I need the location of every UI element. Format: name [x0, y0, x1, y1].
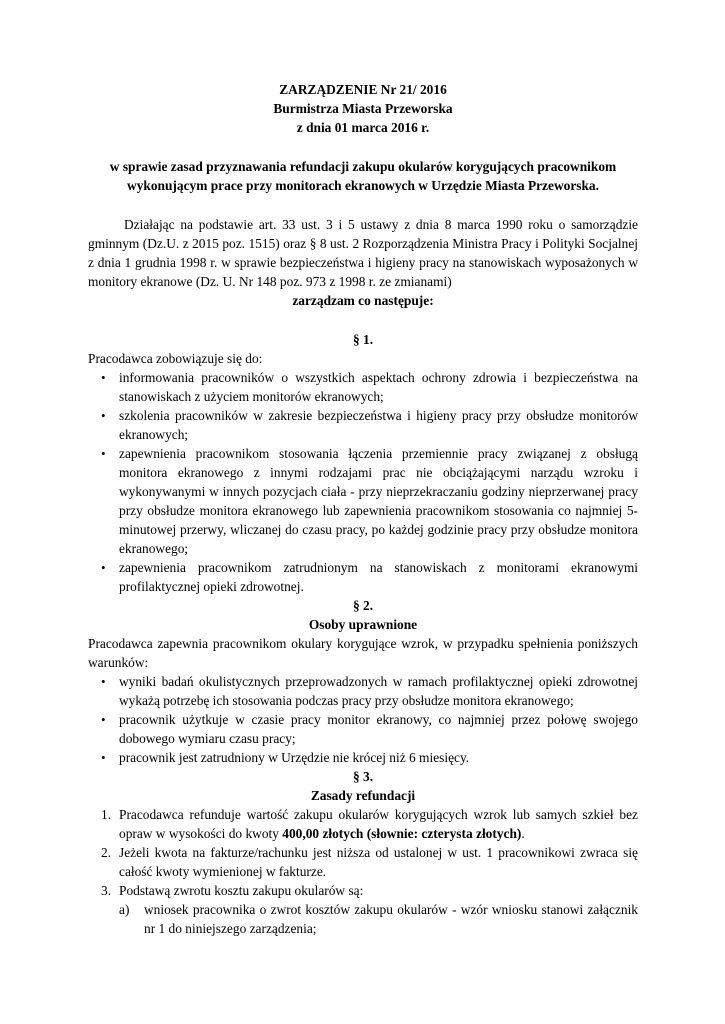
section-3-title: Zasady refundacji [310, 788, 416, 803]
bullet-icon: • [101, 370, 106, 385]
list-item: • informowania pracowników o wszystkich aspektach ochrony zdrowia i bezpieczeństwa na stanowiskach z użyciem monitorów ekranowych; [101, 370, 638, 404]
bullet-icon: • [101, 674, 106, 689]
section-3-list [88, 805, 638, 900]
decree-date: z dnia 01 marca 2016 r. [296, 120, 430, 135]
decree-header [88, 80, 638, 137]
section-2-lead: Pracodawca zapewnia pracownikom okulary korygujące wzrok, w przypadku spełnienia poniższych warunków: [88, 636, 638, 670]
bullet-icon: • [101, 560, 106, 575]
list-item: 2. Jeżeli kwota na fakturze/rachunku jest niższa od ustalonej w ust. 1 pracownikowi zwraca się całość kwoty wymienionej w fakturze. [101, 845, 638, 879]
list-item: • zapewnienia pracownikom stosowania łączenia przemiennie pracy związanej z obsługą monitora ekranowego z innymi rodzajami prac nie obciążającymi narządu wzroku i wykonywanymi w innych pozycjach ciała - przy nieprzekraczaniu godziny nieprzerwanej pracy przy obsłudze monitora ekranowego lub zapewnienia pracownikom stosowania co najmniej 5-minutowej przerwy, wliczanej do czasu pracy, po każdej godzinie pracy przy obsłudze monitora ekranowego; [101, 446, 638, 556]
list-item: • szkolenia pracowników w zakresie bezpieczeństwa i higieny pracy przy obsłudze monitorów ekranowych; [101, 408, 638, 442]
subject-line-2: wykonującym prace przy monitorach ekranowych w Urzędzie Miasta Przeworska. [127, 178, 599, 193]
bullet-icon: • [101, 712, 106, 727]
section-3-sublist [88, 900, 638, 938]
refund-amount: 400,00 złotych (słownie: czterysta złotych) [282, 826, 522, 841]
bullet-icon: • [101, 408, 106, 423]
section-1-list [88, 368, 638, 596]
decree-title: ZARZĄDZENIE Nr 21/ 2016 [279, 82, 447, 97]
section-1-lead: Pracodawca zobowiązuje się do: [88, 351, 263, 366]
list-item: • zapewnienia pracownikom zatrudnionym na stanowiskach z monitorami ekranowymi profilaktycznej opieki zdrowotnej. [101, 560, 638, 594]
bullet-icon: • [101, 446, 106, 461]
document-content [88, 80, 638, 938]
item-letter: a) [119, 902, 130, 917]
bullet-icon: • [101, 750, 106, 765]
section-3-heading: § 3. [352, 769, 374, 784]
list-item: • pracownik użytkuje w czasie pracy monitor ekranowy, co najmniej przez połowę swojego dobowego wymiaru czasu pracy; [101, 712, 638, 746]
list-item: • wyniki badań okulistycznych przeprowadzonych w ramach profilaktycznej opieki zdrowotnej wykażą potrzebę ich stosowania podczas pracy przy obsłudze monitora ekranowego; [101, 674, 638, 708]
item-number: 2. [101, 845, 112, 860]
list-item: a) wniosek pracownika o zwrot kosztów zakupu okularów - wzór wniosku stanowi załącznik nr 1 do niniejszego zarządzenia; [119, 902, 638, 936]
decree-issuer: Burmistrza Miasta Przeworska [273, 101, 453, 116]
list-item: 3. Podstawą zwrotu kosztu zakupu okularów są: [101, 883, 364, 898]
list-item: 1. Pracodawca refunduje wartość zakupu okularów korygujących wzrok lub samych szkieł bez opraw w wysokości do kwoty 400,00 złotych (słownie: czterysta złotych). [101, 807, 638, 841]
list-item: • pracownik jest zatrudniony w Urzędzie nie krócej niż 6 miesięcy. [101, 750, 470, 765]
decree-statement: zarządzam co następuje: [292, 293, 434, 308]
section-1-heading: § 1. [352, 332, 374, 347]
section-2-title: Osoby uprawnione [308, 617, 418, 632]
subject-line-1: w sprawie zasad przyznawania refundacji zakupu okularów korygujących pracownikom [109, 159, 617, 174]
item-number: 3. [101, 883, 112, 898]
decree-subject [88, 157, 638, 195]
section-2-list [88, 672, 638, 767]
item-number: 1. [101, 807, 112, 822]
legal-basis-paragraph: Działając na podstawie art. 33 ust. 3 i 5 ustawy z dnia 8 marca 1990 roku o samorządzie gminnym (Dz.U. z 2015 poz. 1515) oraz § 8 ust. 2 Rozporządzenia Ministra Pracy i Polityki Socjalnej z dnia 1 grudnia 1998 r. w sprawie bezpieczeństwa i higieny pracy na stanowiskach wyposażonych w monitory ekranowe (Dz. U. Nr 148 poz. 973 z 1998 r. ze zmianami) [88, 217, 638, 289]
section-2-heading: § 2. [352, 598, 374, 613]
